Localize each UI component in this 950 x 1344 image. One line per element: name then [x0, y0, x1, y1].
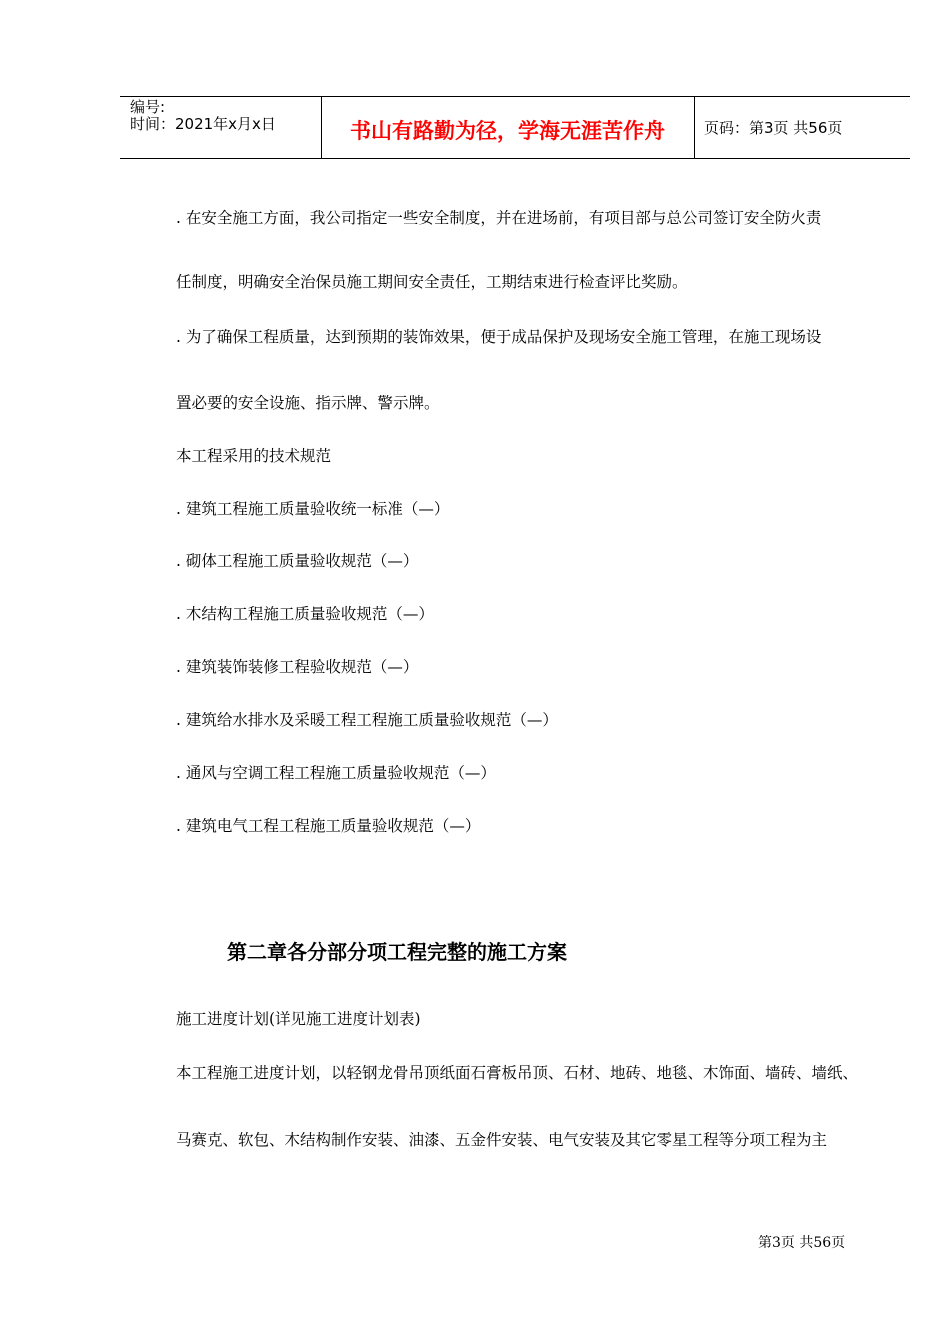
section-heading: 施工进度计划(详见施工进度计划表) — [176, 1010, 421, 1028]
document-code-label: 编号: — [130, 98, 166, 116]
list-item: . 建筑给水排水及采暖工程工程施工质量验收规范（—） — [176, 711, 558, 729]
body-paragraph: 任制度，明确安全治保员施工期间安全责任，工期结束进行检查评比奖励。 — [176, 273, 688, 291]
list-item: . 砌体工程施工质量验收规范（—） — [176, 552, 419, 570]
list-item: . 木结构工程施工质量验收规范（—） — [176, 605, 434, 623]
page-header — [120, 96, 910, 159]
footer-page-number: 第3页 共56页 — [758, 1235, 846, 1251]
document-time-label: 时间：2021年x月x日 — [130, 115, 276, 133]
body-paragraph: 马赛克、软包、木结构制作安装、油漆、五金件安装、电气安装及其它零星工程等分项工程为主 — [176, 1131, 828, 1149]
list-item: . 通风与空调工程工程施工质量验收规范（—） — [176, 764, 496, 782]
header-motto: 书山有路勤为径，学海无涯苦作舟 — [350, 119, 665, 143]
chapter-title: 第二章各分部分项工程完整的施工方案 — [227, 940, 567, 964]
body-paragraph: 置必要的安全设施、指示牌、警示牌。 — [176, 394, 440, 412]
list-item: . 建筑电气工程工程施工质量验收规范（—） — [176, 817, 481, 835]
list-item: . 建筑装饰装修工程验收规范（—） — [176, 658, 419, 676]
section-heading: 本工程采用的技术规范 — [176, 447, 332, 465]
header-page-number: 页码：第3页 共56页 — [704, 119, 843, 137]
list-item: . 建筑工程施工质量验收统一标准（—） — [176, 500, 450, 518]
header-divider — [694, 97, 695, 158]
body-paragraph: . 为了确保工程质量，达到预期的装饰效果，便于成品保护及现场安全施工管理，在施工现场设 — [176, 328, 822, 346]
header-meta — [130, 99, 276, 133]
body-paragraph: . 在安全施工方面，我公司指定一些安全制度，并在进场前，有项目部与总公司签订安全防火责 — [176, 209, 822, 227]
body-paragraph: 本工程施工进度计划，以轻钢龙骨吊顶纸面石膏板吊顶、石材、地砖、地毯、木饰面、墙砖、墙纸、 — [176, 1064, 859, 1082]
